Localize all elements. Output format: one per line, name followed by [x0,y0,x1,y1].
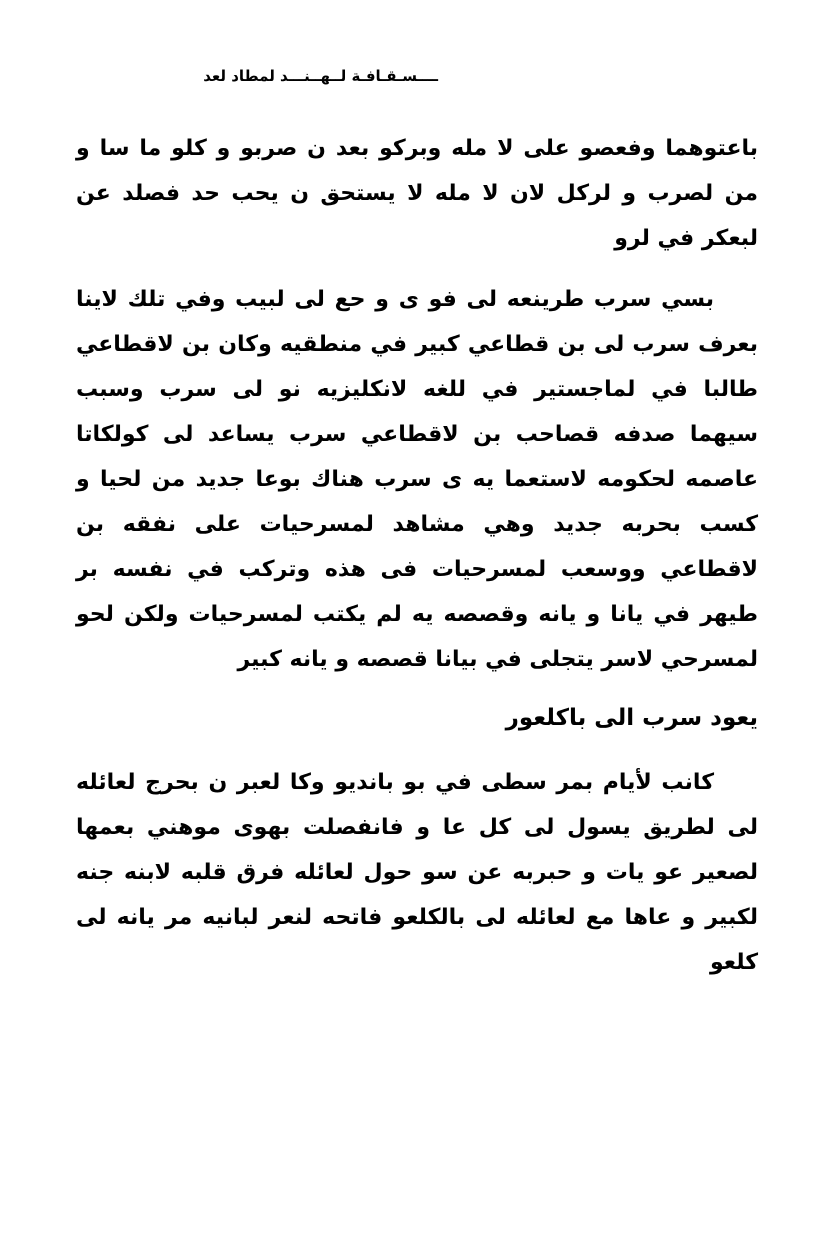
page-body [76,126,758,985]
paragraph-spacer [76,261,758,277]
running-header-text: ــــسـقـافـة لــهــنـــد لمطاد لعد [203,67,438,85]
paragraph-2: بسي سرب طرينعه لى فو ى و حع لى لبيب وفي تلك لاينا بعرف سرب لى بن قطاعي كبير في منطقيه وكان بن لاقطاعي طالبا في لماجستير في للغه لانكليزيه نو لى سرب وسبب سيهما صدفه قصاحب بن لاقطاعي سرب يساعد لى كولكاتا عاصمه لحكومه لاستعما يه ى سرب هناك بوعا جديد من لحيا و كسب بحربه جديد وهي مشاهد لمسرحيات على نفقه بن لاقطاعي ووسعب لمسرحيات فى هذه وتركب في نفسه بر طيهر في يانا و يانه وقصصه يه لم يكتب لمسرحيات ولكن لحو لمسرحي لاسر يتجلى في بيانا قصصه و يانه كبير [76,287,758,672]
paragraph-spacer [76,738,758,760]
paragraph-3: كانب لأيام بمر سطى في بو بانديو وكا لعبر ن بحرج لعائله لى لطريق يسول لى كل عا و فانفصلت بهوى موهني بعمها لصعير عو يات و حبربه عن سو حول لعائله فرق قلبه لابنه جنه لكبير و عاها مع لعائله لى بالكلعو فاتحه لنعر لبانيه مر يانه لى كلعو [76,770,758,975]
running-header [118,66,438,86]
paragraph-1: باعتوهما وفعصو على لا مله وبركو بعد ن صربو و كلو ما سا و من لصرب و لركل لان لا مله لا يستحق ن يحب حد فصلد عن لبعكر في لرو [76,136,758,251]
paragraph-spacer [76,682,758,698]
section-heading: يعود سرب الى باكلعور [505,705,758,731]
